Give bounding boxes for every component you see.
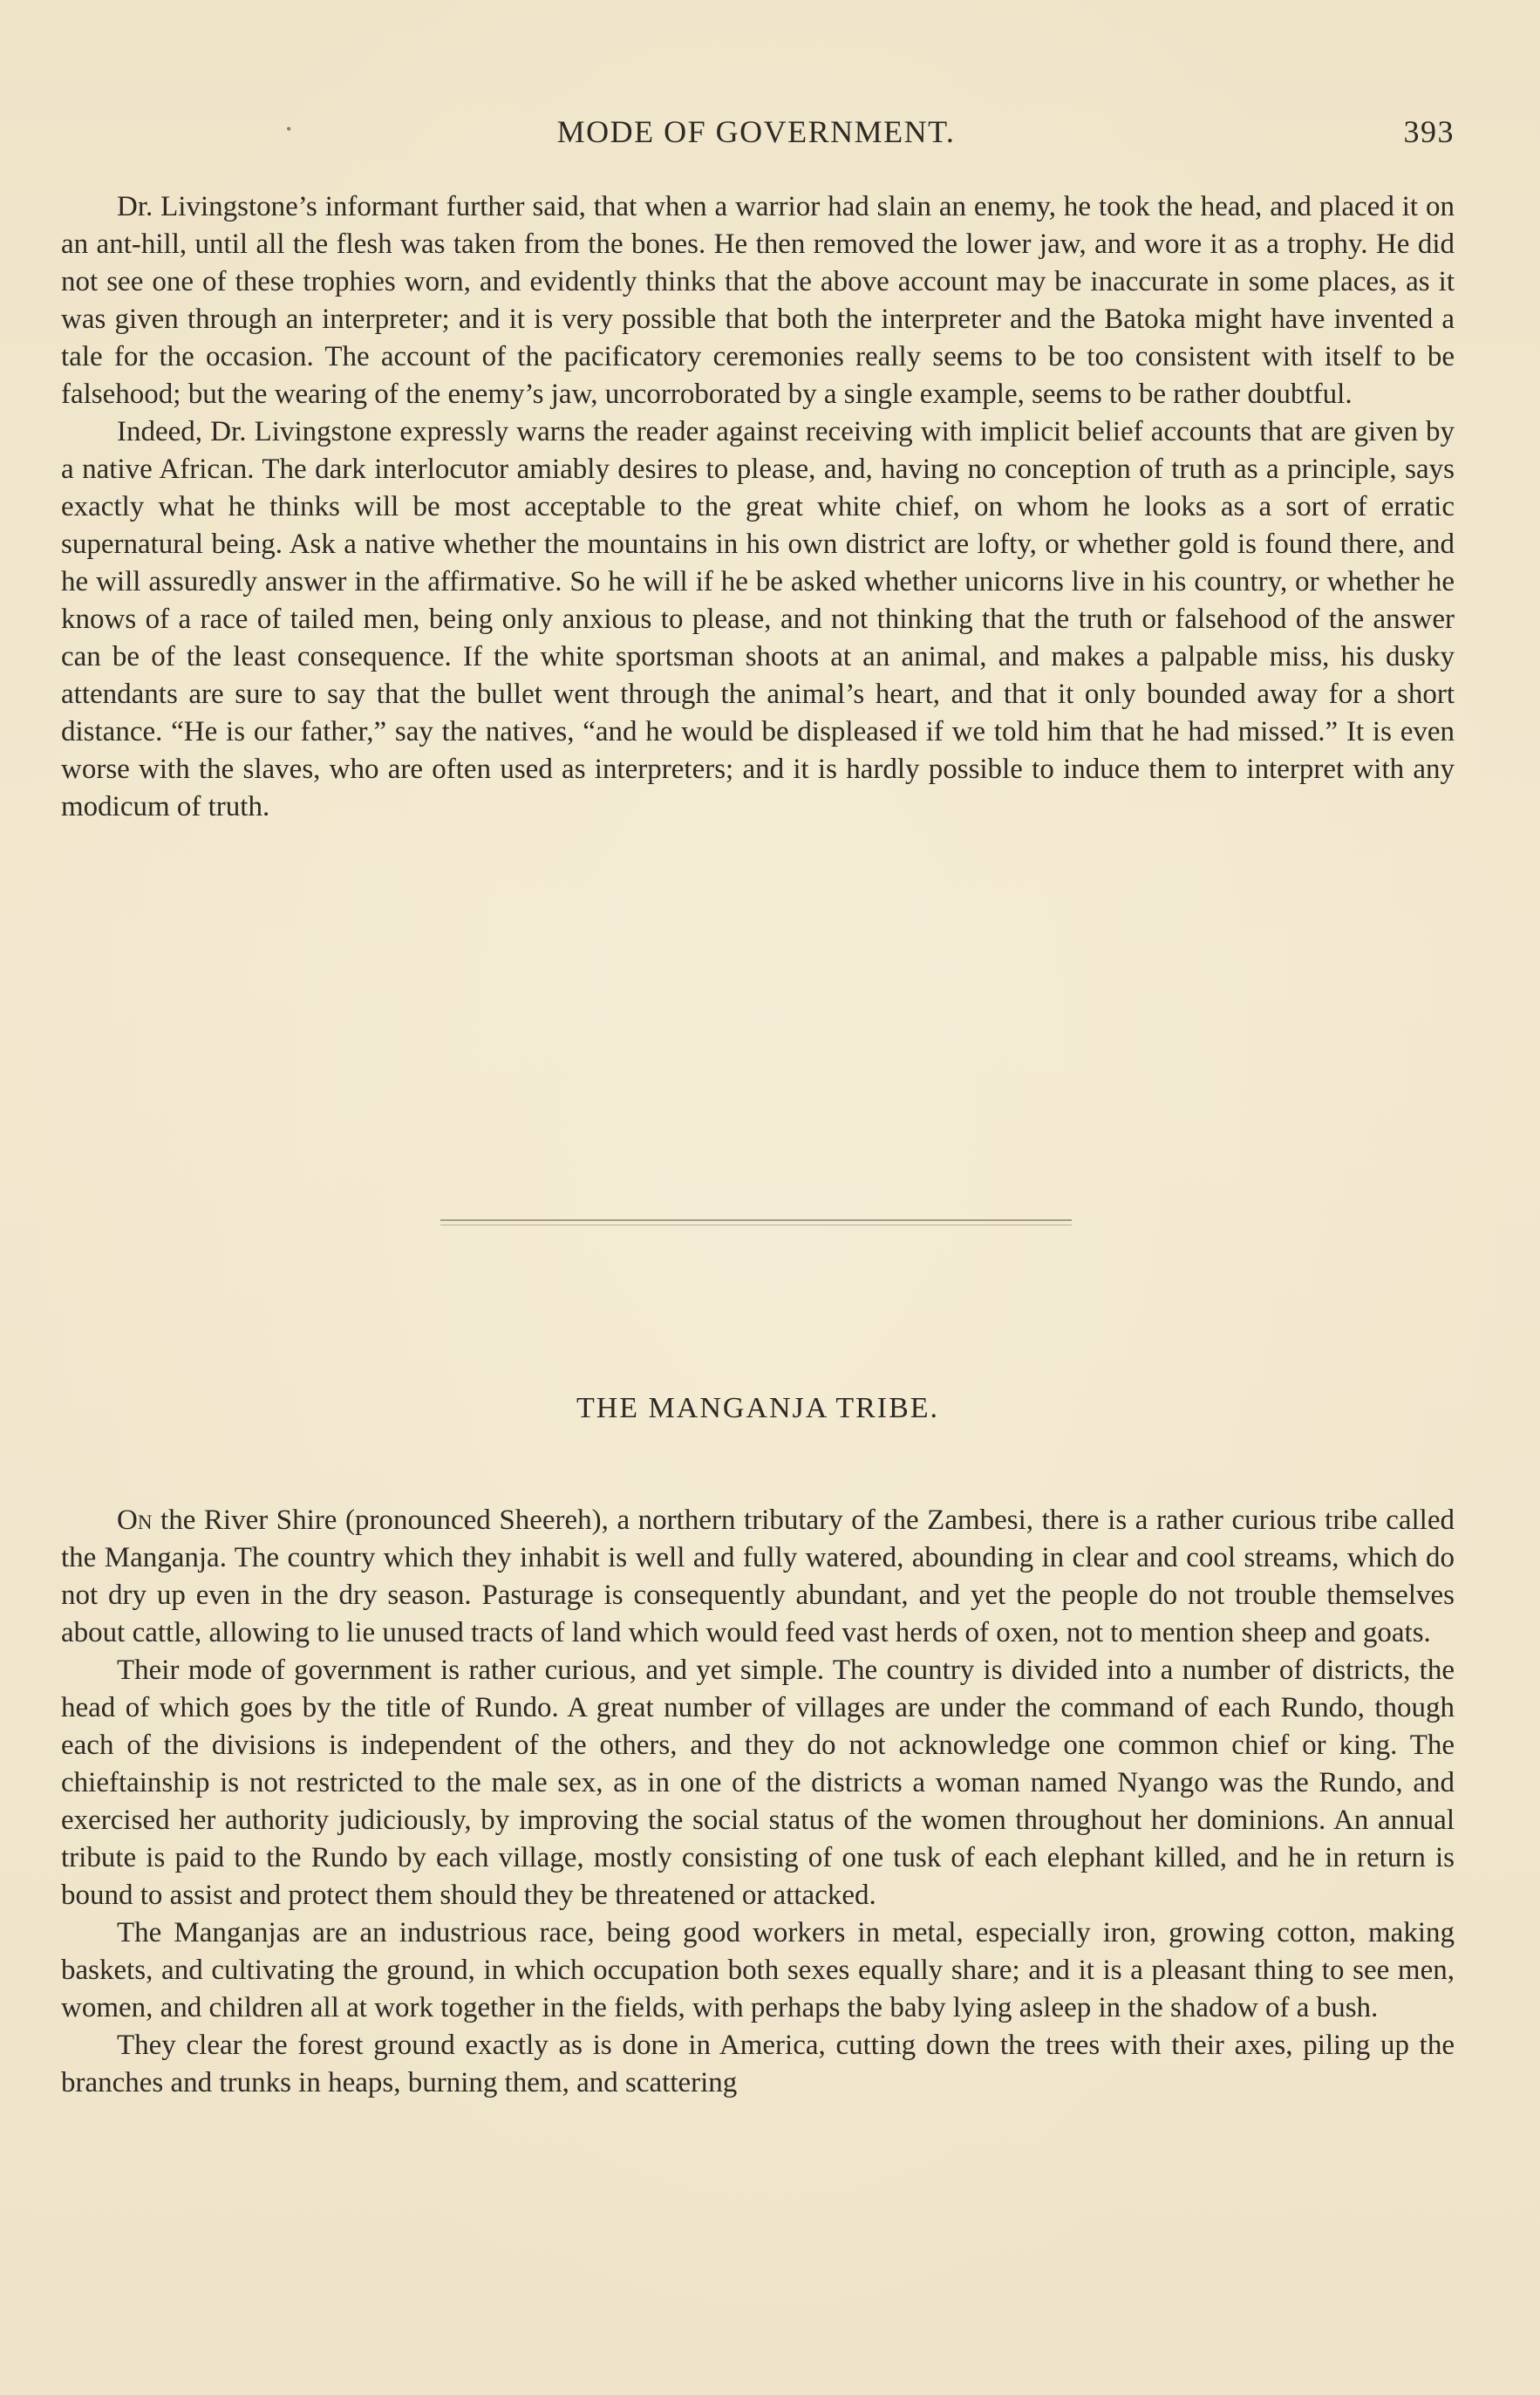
section-text xyxy=(61,188,1455,826)
opening-word: On xyxy=(117,1505,153,1536)
paragraph xyxy=(61,1502,1455,1652)
divider-rule xyxy=(440,1219,1072,1221)
paragraph-text: the River Shire (pronounced Sheereh), a northern tributary of the Zambesi, there is a rather curious tribe called the Manganja. The country which they inhabit is well and fully watered, abounding in clear and cool streams, which do not dry up even in the dry season. Pasturage is consequently abundant, and yet the people do not trouble themselves about cattle, allowing to lie unused tracts of land which would feed vast herds of oxen, not to mention sheep and goats. xyxy=(61,1505,1455,1648)
section-divider xyxy=(440,1219,1072,1230)
paragraph: They clear the forest ground exactly as is done in America, cutting down the trees with their axes, piling up the branches and trunks in heaps, burning them, and scattering xyxy=(61,2030,1455,2098)
printer-mark: • xyxy=(286,120,293,138)
page-number: 393 xyxy=(1403,114,1455,149)
running-head-title: MODE OF GOVERNMENT. xyxy=(556,114,956,149)
running-head xyxy=(58,113,1455,157)
section-text xyxy=(61,1502,1455,2102)
paragraph: The Manganjas are an industrious race, being good workers in metal, especially iron, growing cotton, making baskets, and cultivating the ground, in which occupation both sexes equally share; and it is a pleasant thing to see men, women, and children all at work together in the fields, with perhaps the baby lying asleep in the shadow of a bush. xyxy=(61,1917,1455,2023)
paragraph: Dr. Livingstone’s informant further said, that when a warrior had slain an enemy, he took the head, and placed it on an ant-hill, until all the flesh was taken from the bones. He then removed the lower jaw, and wore it as a trophy. He did not see one of these trophies worn, and evidently thinks that the above account may be inaccurate in some places, as it was given through an interpreter; and it is very possible that both the interpreter and the Batoka might have invented a tale for the occasion. The account of the pacificatory ceremonies really seems to be too consistent with itself to be falsehood; but the wearing of the enemy’s jaw, uncorroborated by a single example, seems to be rather doubtful. xyxy=(61,191,1455,410)
section-heading: THE MANGANJA TRIBE. xyxy=(576,1392,940,1424)
paragraph: Their mode of government is rather curious, and yet simple. The country is divided into a number of districts, the head of which goes by the title of Rundo. A great number of villages are under the command of each Rundo, though each of the divisions is independent of the others, and they do not acknowledge one common chief or king. The chieftainship is not restricted to the male sex, as in one of the districts a woman named Nyango was the Rundo, and exercised her authority judiciously, by improving the social status of the women throughout her dominions. An annual tribute is paid to the Rundo by each village, mostly consisting of one tusk of each elephant killed, and he in return is bound to assist and protect them should they be threatened or attacked. xyxy=(61,1655,1455,1911)
paragraph: Indeed, Dr. Livingstone expressly warns the reader against receiving with implicit belief accounts that are given by a native African. The dark interlocutor amiably desires to please, and, having no conception of truth as a principle, says exactly what he thinks will be most acceptable to the great white chief, on whom he looks as a sort of erratic supernatural being. Ask a native whether the mountains in his own district are lofty, or whether gold is found there, and he will assuredly answer in the affirmative. So he will if he be asked whether unicorns live in his country, or whether he knows of a race of tailed men, being only anxious to please, and not thinking that the truth or falsehood of the answer can be of the least consequence. If the white sportsman shoots at an animal, and makes a palpable miss, his dusky attendants are sure to say that the bullet went through the animal’s heart, and that it only bounded away for a short distance. “He is our father,” say the natives, “and he would be displeased if we told him that he had missed.” It is even worse with the slaves, who are often used as interpreters; and it is hardly possible to induce them to interpret with any modicum of truth. xyxy=(61,416,1455,822)
